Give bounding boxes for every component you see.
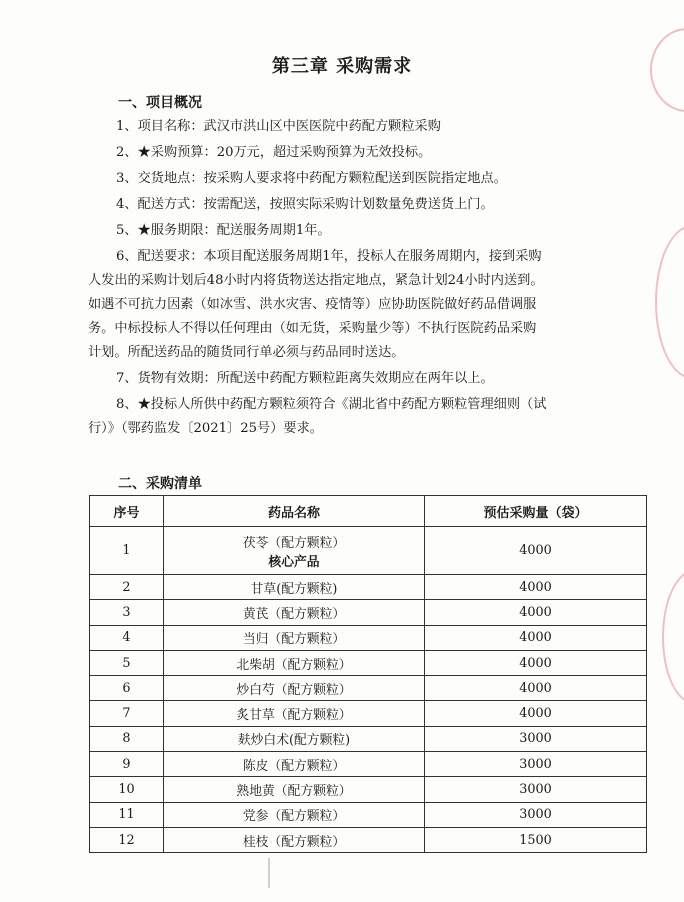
overview-item-4: 4、配送方式：按需配送，按照实际采购计划数量免费送货上门。 [116,197,494,212]
official-seal-bottom [662,570,684,704]
row-name: 茯苓（配方颗粒） [242,535,346,551]
row-no: 8 [90,726,164,751]
row-no: 9 [90,752,164,777]
table-row [90,777,647,802]
row-qty: 1500 [425,827,647,852]
purchase-list-table [89,495,647,853]
overview-item-6-line-5: 计划。所配送药品的随货同行单必须与药品同时送达。 [88,345,405,360]
row-no: 3 [90,600,164,625]
table-row [90,600,647,625]
scan-mark [268,858,270,888]
table-row [90,802,647,827]
row-qty: 4000 [425,600,647,625]
overview-list [88,115,608,441]
overview-item-2: 2、★采购预算：20万元，超过采购预算为无效投标。 [116,145,432,160]
table-row [90,827,647,852]
overview-item-6-line-2: 人发出的采购计划后48小时内将货物送达指定地点，紧急计划24小时内送到。 [88,273,544,288]
row-name: 陈皮（配方颗粒） [164,752,425,777]
table-row [90,676,647,701]
row-qty: 4000 [425,527,647,575]
overview-item-6-line-3: 如遇不可抗力因素（如冰雪、洪水灾害、疫情等）应协助医院做好药品借调服 [88,297,537,312]
overview-item-6-line-4: 务。中标投标人不得以任何理由（如无货，采购量少等）不执行医院药品采购 [88,321,537,336]
row-qty: 4000 [425,575,647,600]
row-no: 11 [90,802,164,827]
overview-item-8-line-1: 8、★投标人所供中药配方颗粒须符合《湖北省中药配方颗粒管理细则（试 [116,397,547,412]
row-no: 10 [90,777,164,802]
row-no: 6 [90,676,164,701]
row-name: 炙甘草（配方颗粒） [164,701,425,726]
row-qty: 3000 [425,726,647,751]
table-header-row [90,496,647,527]
header-qty: 预估采购量（袋） [425,496,647,527]
row-no: 4 [90,625,164,650]
row-no: 7 [90,701,164,726]
row-no: 5 [90,650,164,675]
row-name: 甘草(配方颗粒) [164,575,425,600]
section-heading-overview: 一、项目概况 [118,95,202,111]
overview-item-7: 7、货物有效期：所配送中药配方颗粒距离失效期应在两年以上。 [116,371,494,386]
table-row [90,752,647,777]
row-qty: 4000 [425,701,647,726]
row-no: 1 [90,527,164,575]
table-row [90,650,647,675]
header-no: 序号 [90,496,164,527]
section-heading-purchase-list: 二、采购清单 [118,476,202,492]
row-no: 12 [90,827,164,852]
table-row [90,625,647,650]
overview-item-1: 1、项目名称：武汉市洪山区中医医院中药配方颗粒采购 [116,119,441,134]
row-name: 黄芪（配方颗粒） [164,600,425,625]
row-name: 党参（配方颗粒） [164,802,425,827]
table-row [90,575,647,600]
row-name: 北柴胡（配方颗粒） [164,650,425,675]
row-name-cell [164,527,425,575]
overview-item-6-line-1: 6、配送要求：本项目配送服务周期1年，投标人在服务周期内，接到采购 [116,249,542,264]
row-qty: 4000 [425,625,647,650]
row-qty: 3000 [425,802,647,827]
row-name: 当归（配方颗粒） [164,625,425,650]
row-qty: 3000 [425,777,647,802]
row-qty: 3000 [425,752,647,777]
page-title: 第三章 采购需求 [271,56,413,77]
row-name: 麸炒白术(配方颗粒) [164,726,425,751]
row-qty: 4000 [425,676,647,701]
row-name: 熟地黄（配方颗粒） [164,777,425,802]
core-product-label: 核心产品 [268,554,320,570]
row-name: 炒白芍（配方颗粒） [164,676,425,701]
overview-item-3: 3、交货地点：按采购人要求将中药配方颗粒配送到医院指定地点。 [116,171,507,186]
row-no: 2 [90,575,164,600]
overview-item-8-line-2: 行）》（鄂药监发〔2021〕25号）要求。 [88,421,323,436]
table-row [90,527,647,575]
official-seal-middle [655,225,684,379]
row-qty: 4000 [425,650,647,675]
table-row [90,726,647,751]
row-name: 桂枝（配方颗粒） [164,827,425,852]
table-row [90,701,647,726]
header-name: 药品名称 [164,496,425,527]
overview-item-5: 5、★服务期限：配送服务周期1年。 [116,223,331,238]
